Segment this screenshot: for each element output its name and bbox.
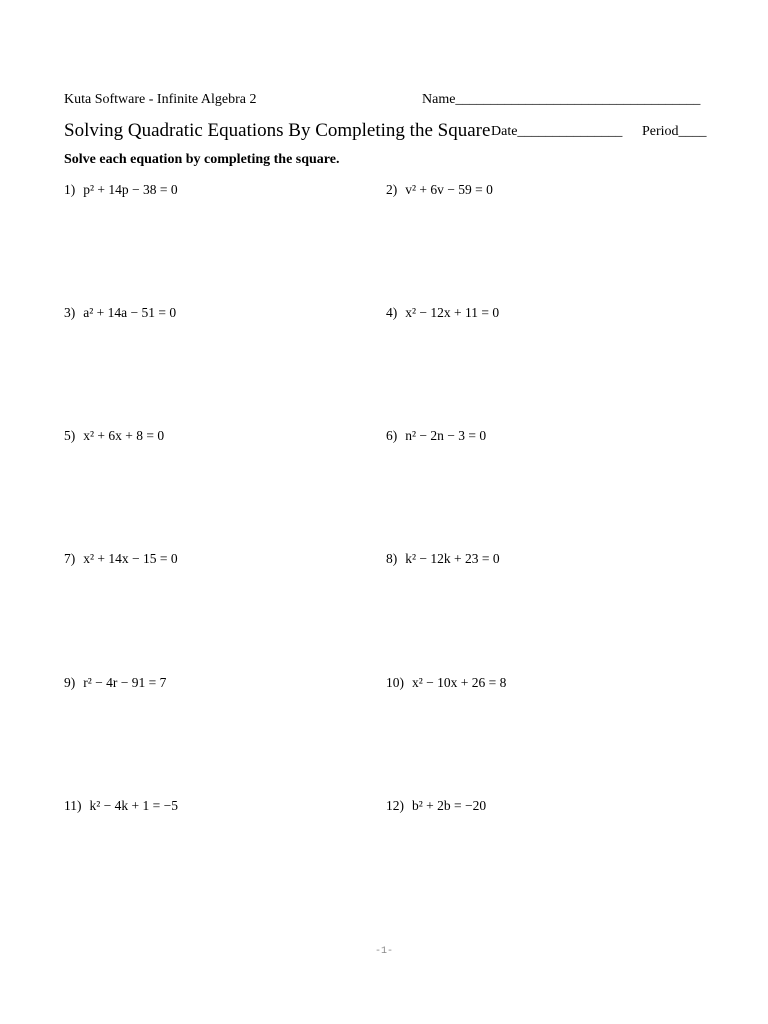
instructions: Solve each equation by completing the square. (64, 152, 340, 167)
problem-equation: v² + 6v − 59 = 0 (405, 182, 493, 197)
problem-number: 2) (386, 182, 398, 197)
problem-8 (386, 551, 500, 567)
problem-number: 9) (64, 675, 76, 690)
problem-number: 5) (64, 428, 76, 443)
problem-equation: x² − 12x + 11 = 0 (405, 305, 500, 320)
problem-4 (386, 305, 499, 321)
problem-equation: p² + 14p − 38 = 0 (83, 182, 178, 197)
problem-6 (386, 428, 486, 444)
worksheet-title: Solving Quadratic Equations By Completing the Square (64, 120, 491, 141)
problem-1 (64, 182, 178, 198)
date-field: Date_______________ (491, 124, 623, 139)
problem-number: 7) (64, 551, 76, 566)
period-field: Period____ (642, 124, 707, 139)
problem-7 (64, 551, 178, 567)
problem-number: 1) (64, 182, 76, 197)
problem-number: 4) (386, 305, 398, 320)
problem-equation: b² + 2b = −20 (412, 798, 487, 813)
problem-number: 12) (386, 798, 404, 813)
problem-9 (64, 675, 166, 691)
problem-number: 8) (386, 551, 398, 566)
problem-number: 11) (64, 798, 82, 813)
problem-equation: k² − 12k + 23 = 0 (405, 551, 500, 566)
page-number: -1- (374, 946, 393, 957)
name-field: Name___________________________________ (422, 92, 701, 107)
problem-equation: r² − 4r − 91 = 7 (83, 675, 167, 690)
software-label: Kuta Software - Infinite Algebra 2 (64, 92, 257, 107)
problem-12 (386, 798, 486, 814)
problem-2 (386, 182, 493, 198)
problem-equation: a² + 14a − 51 = 0 (83, 305, 177, 320)
problem-equation: x² + 14x − 15 = 0 (83, 551, 178, 566)
problem-3 (64, 305, 176, 321)
problem-number: 10) (386, 675, 404, 690)
problem-11 (64, 798, 178, 814)
problem-equation: n² − 2n − 3 = 0 (405, 428, 487, 443)
problem-equation: k² − 4k + 1 = −5 (89, 798, 179, 813)
problem-5 (64, 428, 164, 444)
problem-equation: x² + 6x + 8 = 0 (83, 428, 165, 443)
problem-number: 6) (386, 428, 398, 443)
problem-10 (386, 675, 506, 691)
problem-equation: x² − 10x + 26 = 8 (412, 675, 507, 690)
problem-number: 3) (64, 305, 76, 320)
